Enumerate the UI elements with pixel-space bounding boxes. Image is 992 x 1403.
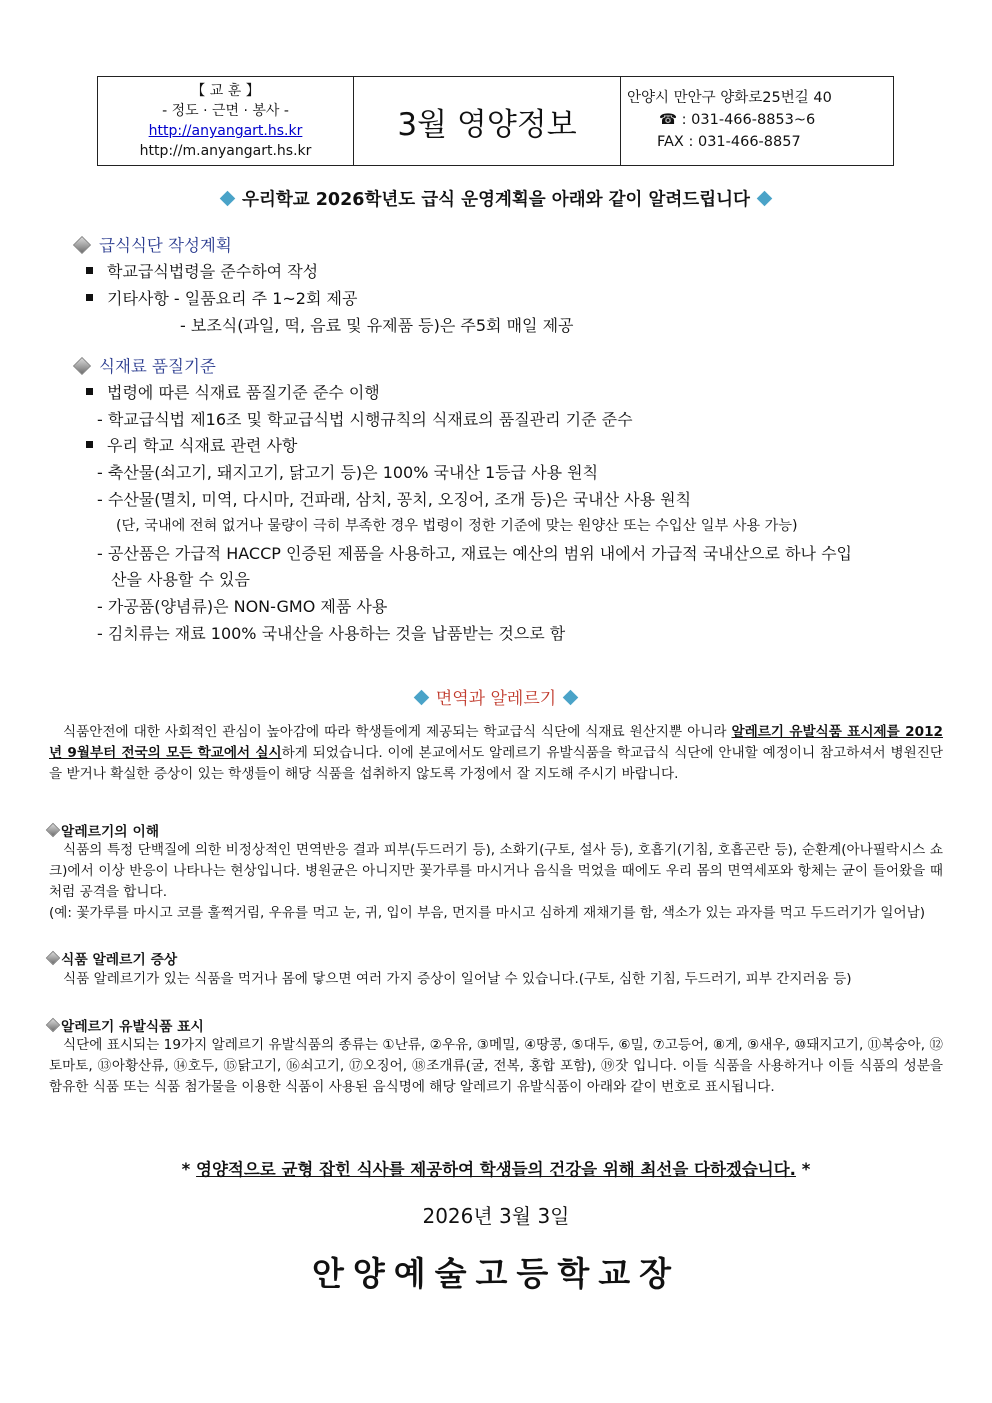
- header-box: [97, 76, 894, 166]
- contact-cell: [621, 77, 893, 165]
- square-bullet-icon: [86, 441, 93, 448]
- allergy-intro-emphasis: 알레르기 유발식품 표시제를 2012년 9월부터 전국의 모든 학교에서 실시: [49, 724, 943, 761]
- allergy-understanding-text: 식품의 특정 단백질에 의한 비정상적인 면역반응 결과 피부(두드러기 등), 소화기(구토, 설사 등), 호흡기(기침, 호흡곤란 등), 순환계(아나필락시스 쇼크)에서 이상 반응이 나타나는 현상입니다. 병원균은 아니지만 꽃가루를 마시거나 음식을 먹었을 때에도 우리 몸의 면역세포와 항체는 균이 들어왔을 때처럼 공격을 합니다.: [49, 842, 943, 900]
- allergy-title-row: [0, 684, 992, 709]
- date-text: 2026년 3월 3일: [422, 1204, 570, 1228]
- document-title: 3월 영양정보: [354, 77, 621, 165]
- allergy-symptoms-text: 식품 알레르기가 있는 식품을 먹거나 몸에 닿으면 여러 가지 증상이 일어날 수 있습니다.(구토, 심한 기침, 두드러기, 피부 간지러움 등): [63, 971, 852, 987]
- list-item: 기타사항 - 일품요리 주 1~2회 제공: [86, 286, 357, 309]
- list-item: 우리 학교 식재료 관련 사항: [86, 433, 297, 456]
- square-bullet-icon: [86, 267, 93, 274]
- school-homepage-link[interactable]: http://anyangart.hs.kr: [148, 123, 303, 139]
- list-item: - 가공품(양념류)은 NON-GMO 제품 사용: [97, 597, 388, 616]
- allergy-title: 면역과 알레르기: [435, 689, 557, 709]
- allergy-example-text: (예: 꽃가루를 마시고 코를 훌쩍거림, 우유를 먹고 눈, 귀, 입이 부음, 먼지를 마시고 심하게 재채기를 함, 색소가 있는 과자를 먹고 두드러기가 일어남): [49, 905, 926, 921]
- school-signature: 안양예술고등학교장: [312, 1254, 680, 1293]
- section-heading-meal-plan: 급식식단 작성계획: [74, 232, 232, 256]
- cube-bullet-icon: [46, 951, 60, 965]
- cube-bullet-icon: [46, 823, 60, 837]
- main-title-row: [0, 186, 992, 211]
- motto-cell: [98, 77, 354, 165]
- diamond-icon: [220, 190, 236, 206]
- list-item: - 공산품은 가급적 HACCP 인증된 제품을 사용하고, 재료는 예산의 범위 내에서 가급적 국내산으로 하나 수입: [97, 544, 852, 563]
- diamond-icon: [414, 689, 430, 705]
- cube-bullet-icon: [73, 235, 91, 253]
- section-heading-quality: 식재료 품질기준: [74, 353, 216, 377]
- list-item: 학교급식법령을 준수하여 작성: [86, 259, 318, 282]
- square-bullet-icon: [86, 388, 93, 395]
- main-title: 우리학교 2026학년도 급식 운영계획을 아래와 같이 알려드립니다: [242, 190, 750, 210]
- list-item: 법령에 따른 식재료 품질기준 준수 이행: [86, 380, 380, 403]
- square-bullet-icon: [86, 294, 93, 301]
- list-item: - 학교급식법 제16조 및 학교급식법 시행규칙의 식재료의 품질관리 기준 준수: [97, 410, 633, 429]
- motto-text: - 정도 · 근면 · 봉사 -: [162, 103, 289, 119]
- phone-text: ☎ : 031-466-8853~6: [659, 112, 816, 128]
- allergy-labeling-text: 식단에 표시되는 19가지 알레르기 유발식품의 종류는 ①난류, ②우유, ③메밀, ④땅콩, ⑤대두, ⑥밀, ⑦고등어, ⑧게, ⑨새우, ⑩돼지고기, ⑪복숭아, ⑫토마토, ⑬아황산류, ⑭호두, ⑮닭고기, ⑯쇠고기, ⑰오징어, ⑱조개류(굴, 전복, 홍합 포함), ⑲잣 입니다. 이들 식품을 사용하거나 이들 식품의 성분을 함유한 식품 또는 식품 첨가물을 이용한 식품이 사용된 음식명에 해당 알레르기 유발식품이 아래와 같이 번호로 표시됩니다.: [49, 1037, 943, 1095]
- list-item: - 축산물(쇠고기, 돼지고기, 닭고기 등)은 100% 국내산 1등급 사용 원칙: [97, 463, 599, 482]
- list-item: 산을 사용할 수 있음: [111, 570, 250, 589]
- address-text: 안양시 만안구 양화로25번길 40: [627, 90, 832, 106]
- cube-bullet-icon: [46, 1018, 60, 1032]
- cube-bullet-icon: [73, 356, 91, 374]
- diamond-icon: [563, 689, 579, 705]
- diamond-icon: [757, 190, 773, 206]
- list-item: - 보조식(과일, 떡, 음료 및 유제품 등)은 주5회 매일 제공: [180, 316, 574, 335]
- motto-title: 【 교 훈 】: [191, 83, 260, 99]
- heading-allergy-labeling: 알레르기 유발식품 표시: [47, 1015, 204, 1035]
- list-item: (단, 국내에 전혀 없거나 물량이 극히 부족한 경우 법령이 정한 기준에 맞는 원양산 또는 수입산 일부 사용 가능): [116, 518, 798, 534]
- mobile-homepage-text: http://m.anyangart.hs.kr: [139, 143, 312, 159]
- list-item: - 김치류는 재료 100% 국내산을 사용하는 것을 납품받는 것으로 함: [97, 624, 566, 643]
- allergy-intro: 식품안전에 대한 사회적인 관심이 높아감에 따라 학생들에게 제공되는 학교급식 식단에 식재료 원산지뿐 아니라 알레르기 유발식품 표시제를 2012년 9월부터 전국의 모든 학교에서 실시하게 되었습니다. 이에 본교에서도 알레르기 유발식품을 학교급식 식단에 안내할 예정이니 참고하셔서 병원진단을 받거나 확실한 증상이 있는 학생들이 해당 식품을 섭취하지 않도록 가정에서 잘 지도해 주시기 바랍니다.: [49, 724, 943, 782]
- list-item: - 수산물(멸치, 미역, 다시마, 건파래, 삼치, 꽁치, 오징어, 조개 등)은 국내산 사용 원칙: [97, 490, 692, 509]
- closing-statement: * 영양적으로 균형 잡힌 식사를 제공하여 학생들의 건강을 위해 최선을 다하겠습니다. *: [181, 1160, 811, 1179]
- fax-text: FAX : 031-466-8857: [657, 134, 801, 150]
- heading-allergy-symptoms: 식품 알레르기 증상: [47, 948, 177, 968]
- heading-allergy-understanding: 알레르기의 이해: [47, 820, 159, 840]
